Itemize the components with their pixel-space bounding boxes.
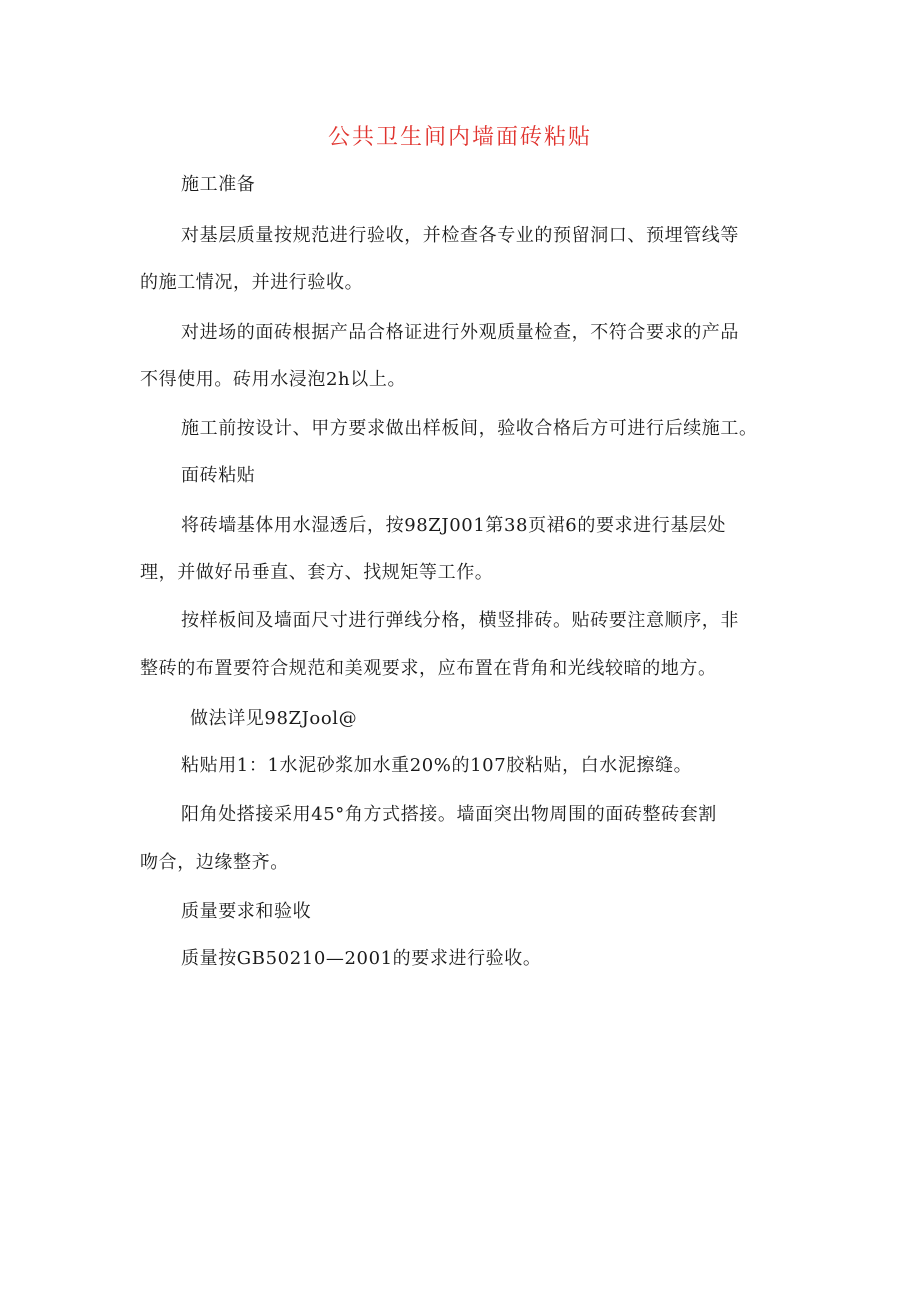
paragraph-line: 理，并做好吊垂直、套方、找规矩等工作。 — [140, 562, 494, 583]
paragraph-line: 不得使用。砖用水浸泡2h以上。 — [140, 369, 407, 390]
paragraph-line: 对进场的面砖根据产品合格证进行外观质量检查，不符合要求的产品 — [181, 322, 739, 343]
paragraph-line: 做法详见98ZJool@ — [190, 708, 358, 729]
paragraph-line: 按样板间及墙面尺寸进行弹线分格，横竖排砖。贴砖要注意顺序，非 — [181, 610, 739, 631]
section-heading-quality: 质量要求和验收 — [181, 901, 312, 922]
paragraph-line: 吻合，边缘整齐。 — [140, 852, 289, 873]
paragraph-line: 将砖墙基体用水湿透后，按98ZJ001第38页裙6的要求进行基层处 — [181, 515, 727, 536]
paragraph-line: 质量按GB50210—2001的要求进行验收。 — [181, 948, 542, 969]
paragraph-line: 的施工情况，并进行验收。 — [140, 272, 364, 293]
paragraph-line: 施工前按设计、甲方要求做出样板间，验收合格后方可进行后续施工。 — [181, 418, 758, 439]
paragraph-line: 整砖的布置要符合规范和美观要求，应布置在背角和光线较暗的地方。 — [140, 658, 717, 679]
section-heading-preparation: 施工准备 — [181, 174, 256, 195]
section-heading-tile-pasting: 面砖粘贴 — [181, 465, 256, 486]
paragraph-line: 粘贴用1：1水泥砂浆加水重20%的107胶粘贴，白水泥擦缝。 — [181, 755, 693, 776]
paragraph-line: 阳角处搭接采用45°角方式搭接。墙面突出物周围的面砖整砖套割 — [181, 804, 717, 825]
document-title: 公共卫生间内墙面砖粘贴 — [327, 125, 592, 150]
paragraph-line: 对基层质量按规范进行验收，并检查各专业的预留洞口、预埋管线等 — [181, 225, 739, 246]
